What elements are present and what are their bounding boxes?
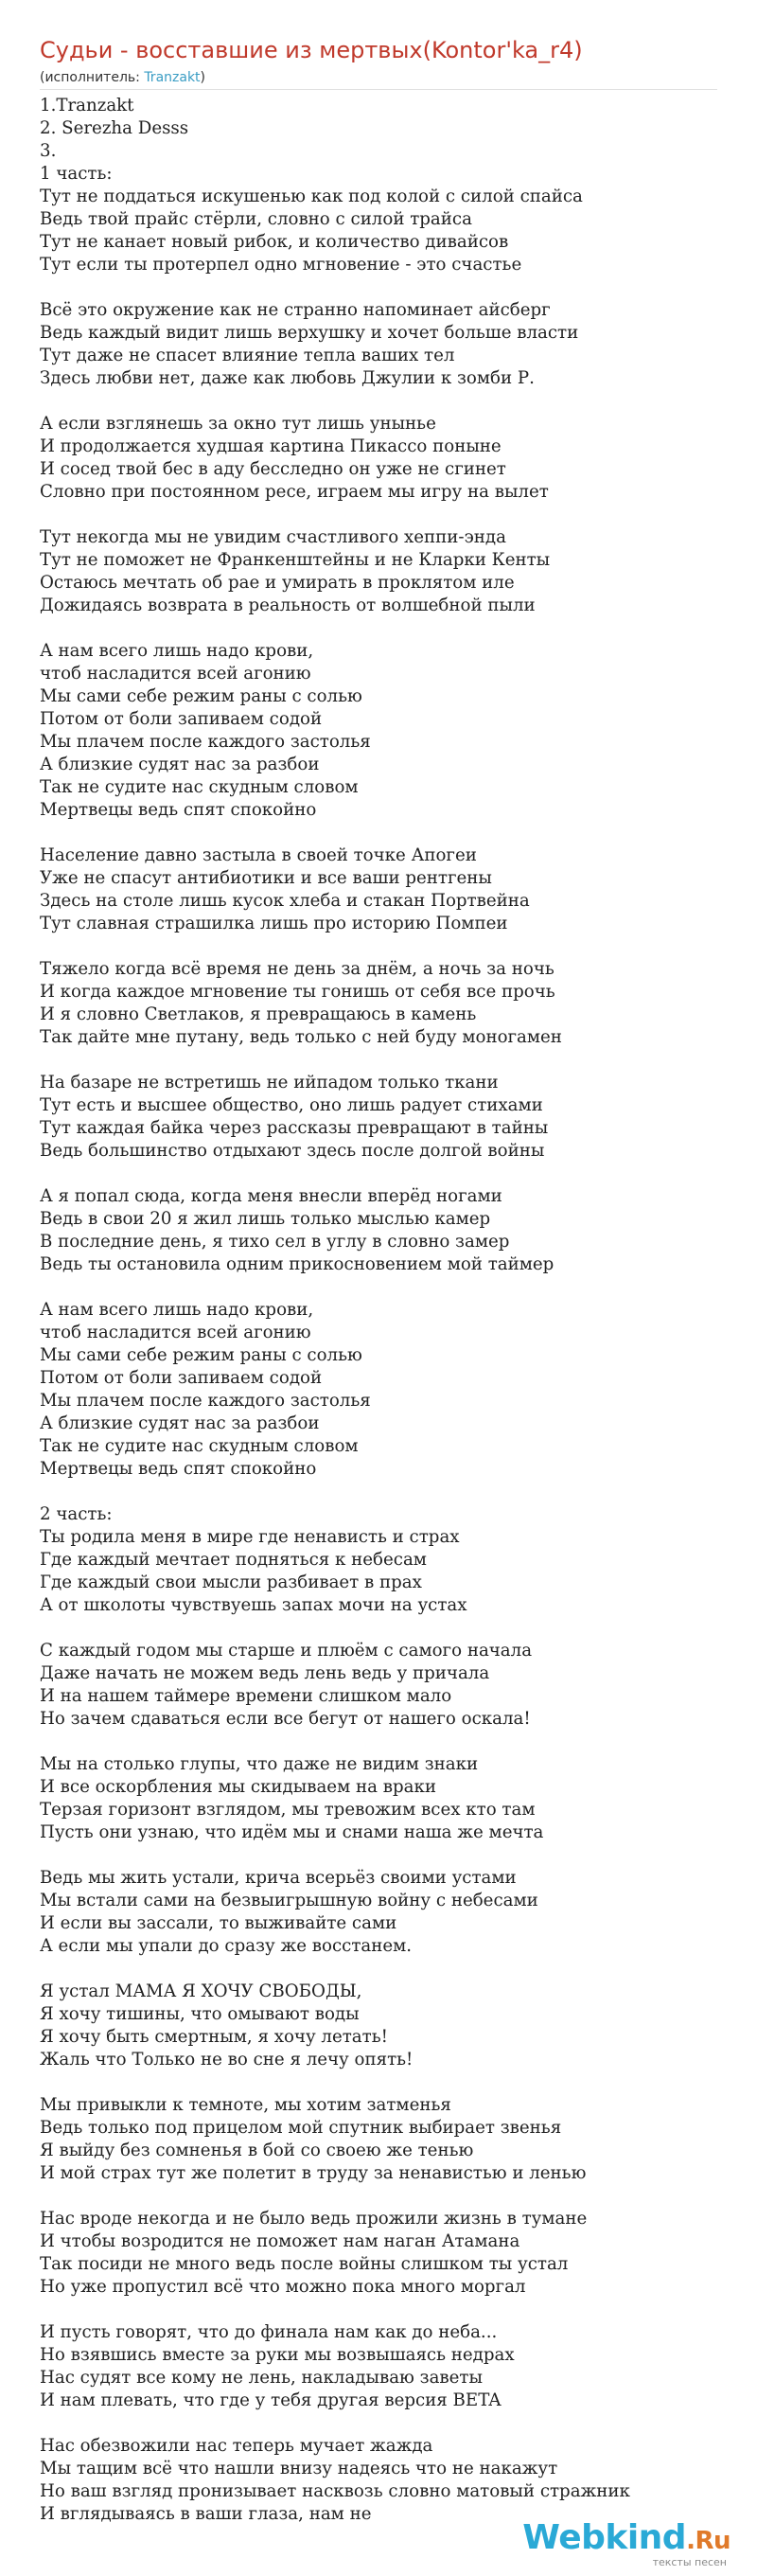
lyric-line: Так не судите нас скудным словом <box>40 1436 359 1456</box>
lyric-line: Здесь на столе лишь кусок хлеба и стакан Портвейна <box>40 891 530 911</box>
header-divider <box>40 89 717 90</box>
lyric-line: Нас обезвожили нас теперь мучает жажда <box>40 2436 433 2456</box>
lyric-line: Мертвецы ведь спят спокойно <box>40 800 317 820</box>
artist-suffix: ) <box>200 70 206 85</box>
lyric-line: Население давно застыла в своей точке Апогеи <box>40 845 477 865</box>
logo-brand: Webkind <box>522 2518 687 2557</box>
lyric-line: Ведь каждый видит лишь верхушку и хочет больше власти <box>40 323 579 343</box>
artist-line <box>40 68 717 87</box>
lyric-line: Потом от боли запиваем содой <box>40 1368 323 1388</box>
site-logo[interactable] <box>522 2519 731 2568</box>
lyric-line: Мы на столько глупы, что даже не видим знаки <box>40 1754 479 1774</box>
lyric-line: 3. <box>40 141 57 161</box>
lyric-line <box>40 1617 721 1640</box>
lyric-line: Я устал МАМА Я ХОЧУ СВОБОДЫ, <box>40 1981 362 2001</box>
lyric-line: На базаре не встретишь не ийпадом только ткани <box>40 1073 499 1093</box>
lyric-line: И нам плевать, что где у тебя другая версия BETA <box>40 2390 502 2410</box>
lyric-line <box>40 390 721 413</box>
lyric-line: Пусть они узнаю, что идём мы и снами наша же мечта <box>40 1822 544 1842</box>
lyric-line: Так дайте мне путану, ведь только с ней буду моногамен <box>40 1027 562 1047</box>
lyric-line: И все оскорбления мы скидываем на враки <box>40 1777 436 1797</box>
lyric-line: Тут не поддаться искушенью как под колой с силой спайса <box>40 187 583 206</box>
lyric-line <box>40 276 721 299</box>
lyric-line: А если мы упали до сразу же восстанем. <box>40 1936 413 1956</box>
lyric-line: 2 часть: <box>40 1504 113 1524</box>
lyric-line: Тут даже не спасет влияние тепла ваших тел <box>40 346 455 365</box>
lyric-line: А я попал сюда, когда меня внесли вперёд ногами <box>40 1186 502 1206</box>
lyric-line: Уже не спасут антибиотики и все ваши рентгены <box>40 868 492 888</box>
artist-prefix: (исполнитель: <box>40 70 145 85</box>
lyric-line: С каждый годом мы старше и плюём с самого начала <box>40 1641 533 1661</box>
lyric-line: Мы плачем после каждого застолья <box>40 1391 371 1411</box>
lyric-line: Мы сами себе режим раны с солью <box>40 686 362 706</box>
lyric-line: Словно при постоянном ресе, играем мы игру на вылет <box>40 482 549 502</box>
lyric-line: 2. Serezha Desss <box>40 118 189 138</box>
logo-tagline: тексты песен <box>652 2556 727 2568</box>
lyric-line: А близкие судят нас за разбои <box>40 1413 320 1433</box>
lyric-line: И мой страх тут же полетит в труду за ненавистью и ленью <box>40 2163 587 2183</box>
lyric-line: И я словно Светлаков, я превращаюсь в камень <box>40 1004 477 1024</box>
lyric-line: Я хочу тишины, что омывают воды <box>40 2004 360 2024</box>
lyric-line <box>40 2071 721 2094</box>
lyric-line: Ведь только под прицелом мой спутник выбирает звенья <box>40 2118 562 2138</box>
logo-suffix: .Ru <box>686 2527 731 2555</box>
lyric-line: Где каждый свои мысли разбивает в прах <box>40 1572 422 1592</box>
lyric-line: А если взглянешь за окно тут лишь унынье <box>40 414 436 434</box>
lyric-line: Но ваш взгляд пронизывает насквозь словно матовый стражник <box>40 2481 630 2501</box>
lyric-line <box>40 1844 721 1867</box>
song-header <box>40 36 717 90</box>
lyric-line: Мы тащим всё что нашли внизу надеясь что не накажут <box>40 2459 558 2478</box>
lyric-line: Тут не канает новый рибок, и количество дивайсов <box>40 232 509 252</box>
lyric-line: Остаюсь мечтать об рае и умирать в проклятом иле <box>40 573 515 593</box>
lyric-line: Ведь в свои 20 я жил лишь только мыслью камер <box>40 1209 491 1229</box>
lyric-line: Я выйду без сомненья в бой со своею же тенью <box>40 2141 474 2160</box>
lyric-line: Потом от боли запиваем содой <box>40 709 323 729</box>
lyric-line: Ты родила меня в мире где ненависть и страх <box>40 1527 460 1547</box>
lyric-line: Тут некогда мы не увидим счастливого хеппи-энда <box>40 527 506 547</box>
lyric-line: Но уже пропустил всё что можно пока много моргал <box>40 2277 526 2297</box>
lyric-line: И вглядываясь в ваши глаза, нам не <box>40 2504 372 2524</box>
lyric-line: И продолжается худшая картина Пикассо поныне <box>40 436 502 456</box>
lyric-line: А нам всего лишь надо крови, <box>40 1300 314 1320</box>
lyric-line: И когда каждое мгновение ты гонишь от себя все прочь <box>40 982 555 1002</box>
lyric-line <box>40 617 721 640</box>
lyric-line: И пусть говорят, что до финала нам как до неба... <box>40 2322 498 2342</box>
lyric-line: Мертвецы ведь спят спокойно <box>40 1459 317 1479</box>
lyric-line: А от школоты чувствуешь запах мочи на устах <box>40 1595 467 1615</box>
lyric-line: чтоб насладится всей агонию <box>40 1323 311 1342</box>
lyric-line: И сосед твой бес в аду бесследно он уже не сгинет <box>40 459 506 479</box>
lyric-line: 1.Tranzakt <box>40 96 134 115</box>
lyric-line: Тут каждая байка через рассказы превращают в тайны <box>40 1118 549 1138</box>
lyric-line <box>40 1049 721 1072</box>
lyric-line: А нам всего лишь надо крови, <box>40 641 314 661</box>
lyric-line <box>40 1481 721 1503</box>
lyric-line: Ведь мы жить устали, крича всерьёз своими устами <box>40 1868 517 1888</box>
lyric-line: Тяжело когда всё время не день за днём, а ночь за ночь <box>40 959 555 979</box>
lyric-line: Мы привыкли к темноте, мы хотим затменья <box>40 2095 451 2115</box>
lyric-line: В последние день, я тихо сел в углу в словно замер <box>40 1232 510 1252</box>
lyric-line: А близкие судят нас за разбои <box>40 755 320 774</box>
artist-link[interactable]: Tranzakt <box>144 70 201 85</box>
lyric-line <box>40 1163 721 1185</box>
lyric-line <box>40 822 721 844</box>
lyrics-body <box>40 95 721 2526</box>
lyric-line: Ведь твой прайс стёрли, словно с силой трайса <box>40 209 472 229</box>
lyric-line: Но взявшись вместе за руки мы возвышаясь недрах <box>40 2345 515 2365</box>
lyric-line <box>40 935 721 958</box>
lyric-line: Даже начать не можем ведь лень ведь у причала <box>40 1663 490 1683</box>
lyric-line: Нас вроде некогда и не было ведь прожили жизнь в тумане <box>40 2209 588 2229</box>
lyric-line: И на нашем таймере времени слишком мало <box>40 1686 452 1706</box>
lyric-line: Нас судят все кому не лень, накладываю заветы <box>40 2368 483 2388</box>
lyric-line: И чтобы возродится не поможет нам наган Атамана <box>40 2231 520 2251</box>
lyric-line: Тут не поможет не Франкенштейны и не Кларки Кенты <box>40 550 551 570</box>
lyric-line: Я хочу быть смертным, я хочу летать! <box>40 2027 388 2047</box>
lyric-line: Ведь ты остановила одним прикосновением мой таймер <box>40 1254 555 1274</box>
lyric-line: Тут есть и высшее общество, оно лишь радует стихами <box>40 1095 543 1115</box>
lyric-line: Мы встали сами на безвыигрышную войну с небесами <box>40 1891 538 1910</box>
lyric-line: Здесь любви нет, даже как любовь Джулии к зомби Р. <box>40 368 535 388</box>
lyric-line: Мы плачем после каждого застолья <box>40 732 371 752</box>
lyric-line <box>40 1731 721 1753</box>
lyric-line: Терзая горизонт взглядом, мы тревожим всех кто там <box>40 1800 536 1820</box>
lyric-line: Дожидаясь возврата в реальность от волшебной пыли <box>40 595 536 615</box>
lyric-line <box>40 504 721 526</box>
lyric-line: 1 часть: <box>40 164 113 184</box>
lyric-line: Всё это окружение как не странно напоминает айсберг <box>40 300 551 320</box>
lyric-line <box>40 2299 721 2321</box>
lyric-line <box>40 2412 721 2435</box>
lyric-line: Жаль что Только не во сне я лечу опять! <box>40 2050 414 2070</box>
lyric-line <box>40 1958 721 1981</box>
lyric-line: Тут если ты протерпел одно мгновение - это счастье <box>40 255 522 275</box>
lyric-line: Так посиди не много ведь после войны слишком ты устал <box>40 2254 569 2274</box>
lyric-line: чтоб насладится всей агонию <box>40 664 311 684</box>
song-title: Судьи - восставшие из мертвых(Kontor'ka_r4) <box>40 37 583 63</box>
lyric-line: Тут славная страшилка лишь про историю Помпеи <box>40 914 508 933</box>
lyric-line: Так не судите нас скудным словом <box>40 777 359 797</box>
lyric-line <box>40 2185 721 2208</box>
lyric-line: Ведь большинство отдыхают здесь после долгой войны <box>40 1141 545 1161</box>
lyric-line: И если вы зассали, то выживайте сами <box>40 1913 397 1933</box>
logo-wordmark <box>522 2519 731 2560</box>
lyric-line: Где каждый мечтает подняться к небесам <box>40 1550 427 1570</box>
lyric-line <box>40 1276 721 1299</box>
lyric-line: Мы сами себе режим раны с солью <box>40 1345 362 1365</box>
lyric-line: Но зачем сдаваться если все бегут от нашего оскала! <box>40 1709 531 1729</box>
